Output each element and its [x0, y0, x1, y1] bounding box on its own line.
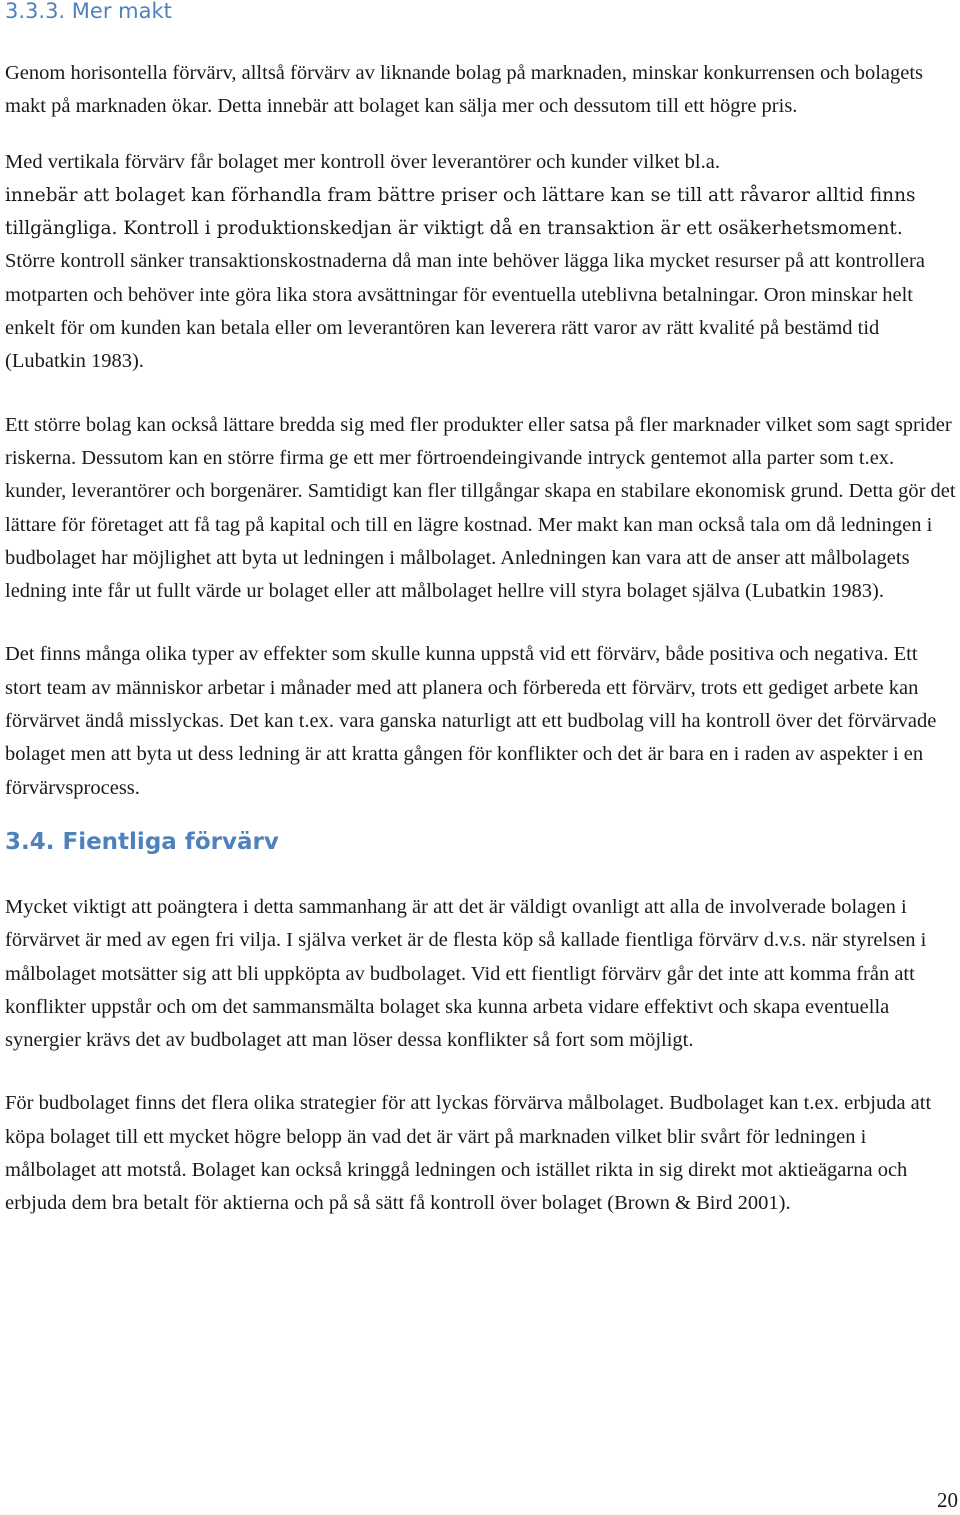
paragraph-vertical-acquisitions: [5, 146, 957, 379]
page-number: 20: [937, 1488, 958, 1512]
subsection-heading-3-3-3: 3.3.3. Mer makt: [5, 0, 172, 23]
paragraph-vertical-end: Större kontroll sänker transaktionskostnaderna då man inte behöver lägga lika mycket resurser på att kontrollera motparten och behöver inte göra lika stora avsättningar för eventuella uteblivna betalningar. Oron minskar helt enkelt för om kunden kan betala eller om leverantören kan leverera rätt varor av rätt kvalité på bestämd tid (Lubatkin 1983).: [5, 250, 925, 373]
document-page: [5, 0, 957, 1221]
paragraph-vertical-start: Med vertikala förvärv får bolaget mer kontroll över leverantörer och kunder vilket bl.a.: [5, 150, 720, 173]
paragraph-horizontal-acquisitions: Genom horisontella förvärv, alltså förvärv av liknande bolag på marknaden, minskar konkurrensen och bolagets makt på marknaden ökar. Detta innebär att bolaget kan sälja mer och dessutom till ett högre pris.: [5, 62, 924, 118]
section-heading-3-4: 3.4. Fientliga förvärv: [5, 828, 279, 855]
paragraph-hostile-acquisitions: Mycket viktigt att poängtera i detta sammanhang är att det är väldigt ovanligt att alla de involverade bolagen i förvärvet är med av egen fri vilja. I själva verket är de flesta köp så kallade fientliga förvärv d.v.s. när styrelsen i målbolaget motsätter sig att bli uppköpta av budbolaget. Vid ett fientligt förvärv går det inte att komma från att konflikter uppstår och om det sammansmälta bolaget ska kunna arbeta vidare effektivt och skapa eventuella synergier krävs det av budbolaget att man löser dessa konflikter så fort som möjligt.: [5, 895, 927, 1052]
paragraph-vertical-middle: innebär att bolaget kan förhandla fram bättre priser och lättare kan se till att råvaror alltid finns tillgängliga. Kontroll i produktionskedjan är viktigt då en transaktion är ett osäkerhetsmoment.: [5, 184, 916, 240]
paragraph-larger-company: Ett större bolag kan också lättare bredda sig med fler produkter eller satsa på fler marknader vilket som sagt sprider riskerna. Dessutom kan en större firma ge ett mer förtroendeingivande intryck gentemot alla parter som t.ex. kunder, leverantörer och borgenärer. Samtidigt kan fler tillgångar skapa en stabilare ekonomisk grund. Detta gör det lättare för företaget att få tag på kapital och till en lägre kostnad. Mer makt kan man också tala om då ledningen i budbolaget har möjlighet att byta ut ledningen i målbolaget. Anledningen kan vara att de anser att målbolagets ledning inte får ut fullt värde ur bolaget eller att målbolaget hellre vill styra bolaget själva (Lubatkin 1983).: [5, 413, 956, 603]
paragraph-bidder-strategies: För budbolaget finns det flera olika strategier för att lyckas förvärva målbolaget. Budbolaget kan t.ex. erbjuda att köpa bolaget till ett mycket högre belopp än vad det är värt på marknaden vilket blir svårt för ledningen i målbolaget att motstå. Bolaget kan också kringgå ledningen och istället rikta in sig direkt mot aktieägarna och erbjuda dem bra betalt för aktierna och på så sätt få kontroll över bolaget (Brown & Bird 2001).: [5, 1092, 932, 1215]
paragraph-effects: Det finns många olika typer av effekter som skulle kunna uppstå vid ett förvärv, både positiva och negativa. Ett stort team av människor arbetar i månader med att planera och förbereda ett förvärv, trots ett gediget arbete kan förvärvet ändå misslyckas. Det kan t.ex. vara ganska naturligt att ett budbolag vill ha kontroll över det förvärvade bolaget men att byta ut dess ledning är att kratta gången för konflikter och det är bara en i raden av aspekter i en förvärvsprocess.: [5, 643, 937, 799]
